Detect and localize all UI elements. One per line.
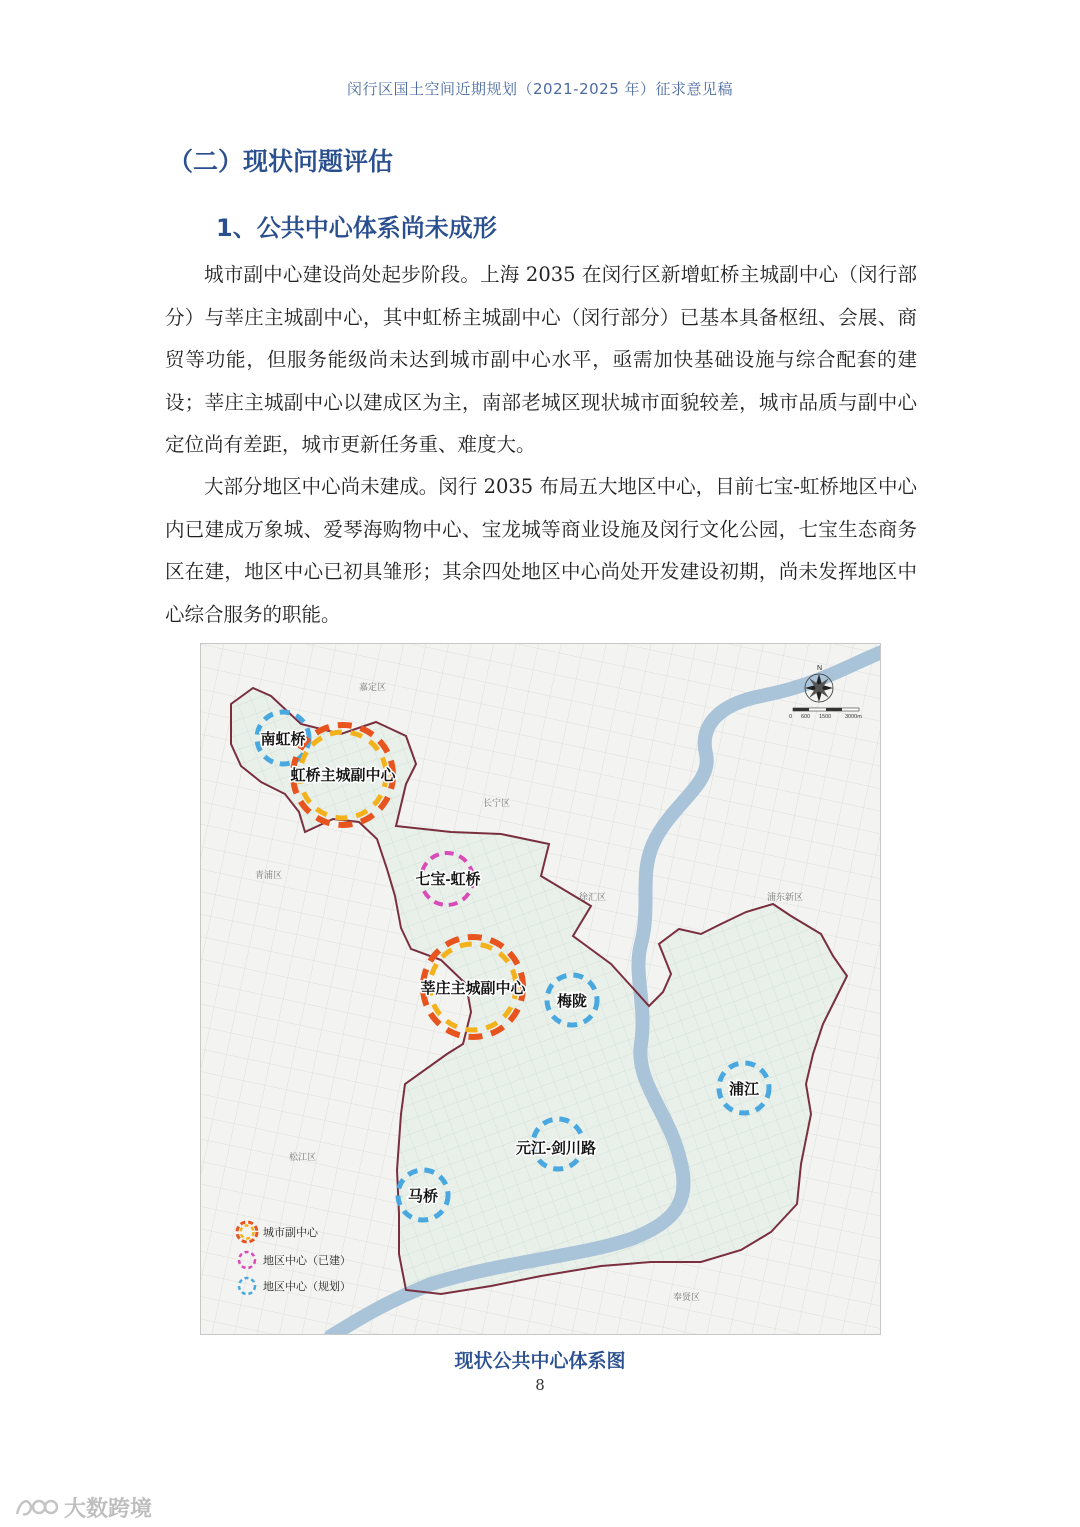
center-label-nanhongqiao: 南虹桥 xyxy=(260,731,306,748)
district-label-jiading: 嘉定区 xyxy=(359,682,387,692)
legend-label-sub-center: 城市副中心 xyxy=(263,1227,318,1239)
subsection-heading: 1、公共中心体系尚未成形 xyxy=(216,214,497,242)
watermark xyxy=(14,1490,152,1524)
scale-tick-1: 600 xyxy=(801,714,811,720)
page-number: 8 xyxy=(535,1376,545,1394)
center-label-xinzhuang-sub: 莘庄主城副中心 xyxy=(420,980,526,997)
compass-north-letter: N xyxy=(817,665,823,672)
figure-caption: 现状公共中心体系图 xyxy=(454,1350,626,1372)
legend-label-built: 地区中心（已建） xyxy=(263,1255,351,1267)
district-label-fengxian: 奉贤区 xyxy=(673,1292,701,1302)
district-label-songjiang: 松江区 xyxy=(289,1152,317,1162)
center-label-hongqiao-sub: 虹桥主城副中心 xyxy=(290,767,396,784)
scale-tick-3: 3000m xyxy=(845,714,862,720)
public-center-map xyxy=(200,643,881,1335)
map-canvas xyxy=(201,644,881,1335)
center-label-meilong: 梅陇 xyxy=(556,993,588,1010)
running-header: 闵行区国土空间近期规划（2021-2025 年）征求意见稿 xyxy=(346,80,734,98)
district-label-changning: 长宁区 xyxy=(483,798,511,808)
scale-tick-2: 1500 xyxy=(819,714,832,720)
center-label-yuanjiang-jianchuan: 元江-剑川路 xyxy=(516,1140,596,1157)
district-label-pudong: 浦东新区 xyxy=(767,892,804,902)
body-paragraph-2: 大部分地区中心尚未建成。闵行 2035 布局五大地区中心，目前七宝-虹桥地区中心内已建成万象城、爱琴海购物中心、宝龙城等商业设施及闵行文化公园，七宝生态商务区在建，地区中心已初具雏形；其余四处地区中心尚处开发建设初期，尚未发挥地区中心综合服务的职能。 xyxy=(165,475,917,626)
district-label-qingpu: 青浦区 xyxy=(255,870,283,880)
district-label-xuhui: 徐汇区 xyxy=(579,892,607,902)
body-paragraph-1: 城市副中心建设尚处起步阶段。上海 2035 在闵行区新增虹桥主城副中心（闵行部分）与莘庄主城副中心，其中虹桥主城副中心（闵行部分）已基本具备枢纽、会展、商贸等功能，但服务能级尚未达到城市副中心水平，亟需加快基础设施与综合配套的建设；莘庄主城副中心以建成区为主，南部老城区现状城市面貌较差，城市品质与副中心定位尚有差距，城市更新任务重、难度大。 xyxy=(165,263,917,456)
center-label-maqiao: 马桥 xyxy=(407,1188,439,1205)
center-label-pujiang: 浦江 xyxy=(728,1081,760,1098)
center-label-qibao-hongqiao: 七宝-虹桥 xyxy=(415,871,481,888)
watermark-logo-icon xyxy=(14,1494,58,1520)
legend-label-planned: 地区中心（规划） xyxy=(263,1281,351,1293)
section-heading: （二）现状问题评估 xyxy=(168,147,394,176)
watermark-text: 大数跨境 xyxy=(64,1496,153,1522)
scale-tick-0: 0 xyxy=(789,714,793,720)
